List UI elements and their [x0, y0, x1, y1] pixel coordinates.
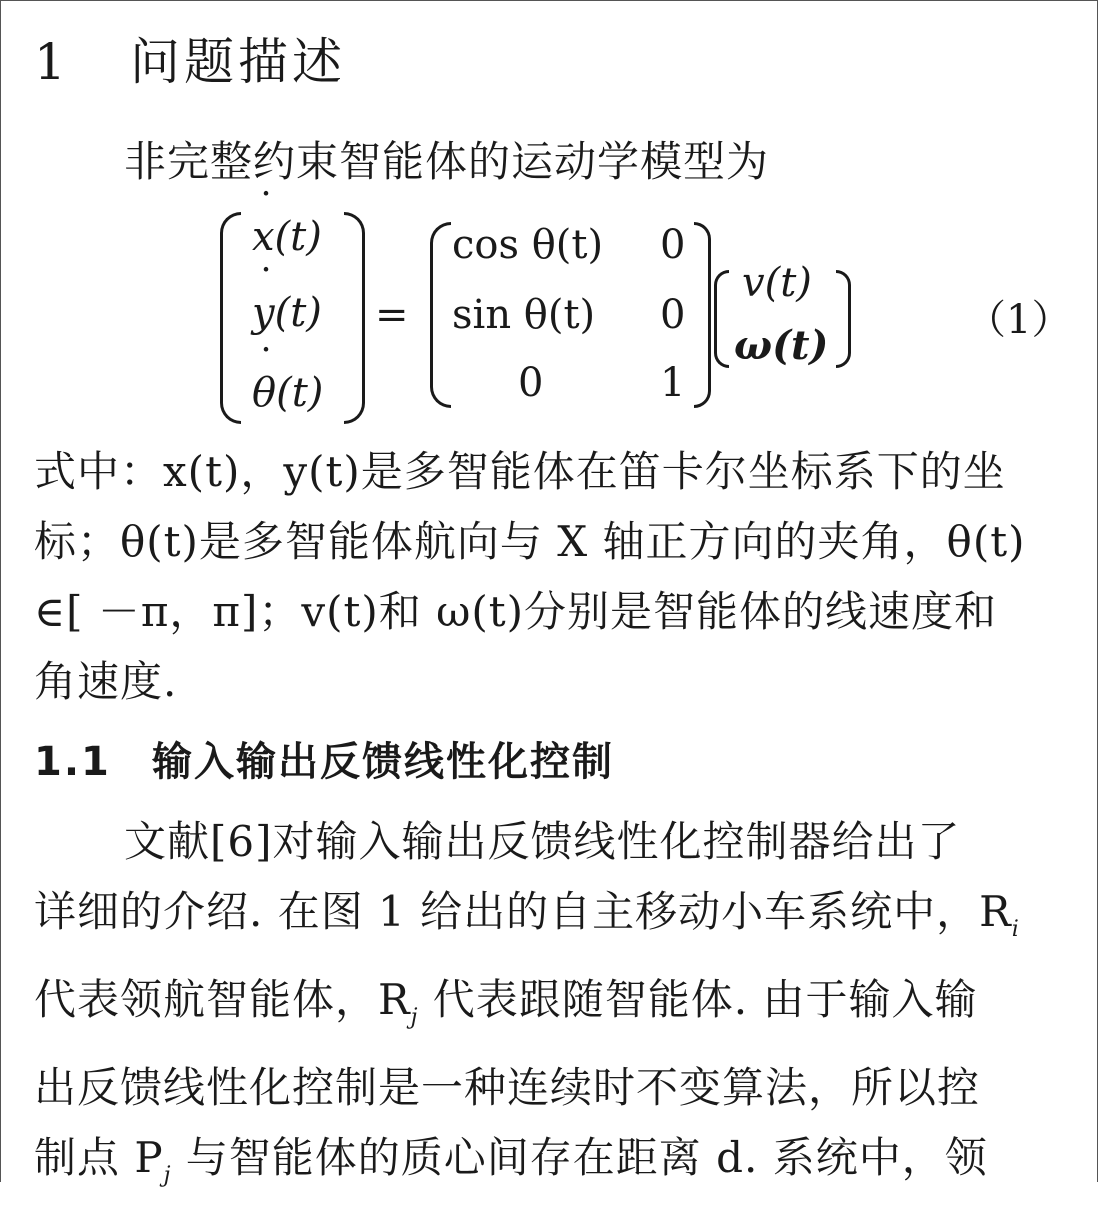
definition-paragraph — [34, 437, 1052, 717]
body-line-2: 详细的介绍. 在图 1 给出的自主移动小车系统中，$R_i$ — [34, 887, 1020, 942]
subsection-title: 输入输出反馈线性化控制 — [152, 739, 614, 785]
body-line-3: 代表领航智能体，$R_j$ 代表跟随智能体. 由于输入输 — [34, 975, 978, 1030]
matrix-r2c1: sin θ(t) — [452, 292, 596, 338]
subsection-heading — [34, 730, 614, 787]
lhs-left-paren — [220, 212, 241, 424]
section-heading — [34, 22, 346, 94]
definition-line-1: 式中：x(t)，y(t)是多智能体在笛卡尔坐标系下的坐 — [34, 447, 1006, 496]
section-title: 问题描述 — [130, 33, 346, 91]
equation-label: （1） — [966, 297, 1072, 343]
matrix-right-paren — [694, 222, 711, 408]
kinematic-equation — [220, 208, 1072, 426]
equals-sign: = — [375, 292, 409, 338]
definition-line-2: 标；θ(t)是多智能体航向与 X 轴正方向的夹角，θ(t) — [34, 517, 1026, 566]
lhs-y-dot: ˙ y(t) — [252, 290, 322, 336]
body-line-4: 出反馈线性化控制是一种连续时不变算法，所以控 — [34, 1063, 981, 1112]
input-left-paren — [714, 270, 729, 368]
matrix-r1c1: cos θ(t) — [452, 222, 604, 268]
intro-paragraph: 非完整约束智能体的运动学模型为 — [124, 137, 770, 186]
body-line-1: 文献[6]对输入输出反馈线性化控制器给出了 — [124, 817, 961, 866]
body-paragraph — [34, 807, 1052, 1211]
lhs-x-dot: ˙ x(t) — [252, 214, 322, 260]
matrix-left-paren — [430, 222, 451, 408]
lhs-right-paren — [344, 212, 365, 424]
input-v: v(t) — [742, 260, 812, 306]
input-right-paren — [836, 270, 851, 368]
definition-line-4: 角速度. — [34, 657, 178, 706]
input-omega: ω(t) — [734, 322, 829, 369]
section-number: 1 — [34, 33, 70, 91]
body-line-5: 制点 $P_j$ 与智能体的质心间存在距离 d. 系统中，领 — [34, 1133, 988, 1188]
definition-line-3: ∈[ －π，π]；v(t)和 ω(t)分别是智能体的线速度和 — [34, 587, 998, 636]
matrix-r2c2: 0 — [660, 292, 686, 338]
matrix-r3c1: 0 — [518, 360, 544, 406]
lhs-theta-dot: ˙ θ(t) — [252, 370, 323, 416]
matrix-r3c2: 1 — [660, 360, 686, 406]
matrix-r1c2: 0 — [660, 222, 686, 268]
subsection-number: 1.1 — [34, 739, 111, 785]
